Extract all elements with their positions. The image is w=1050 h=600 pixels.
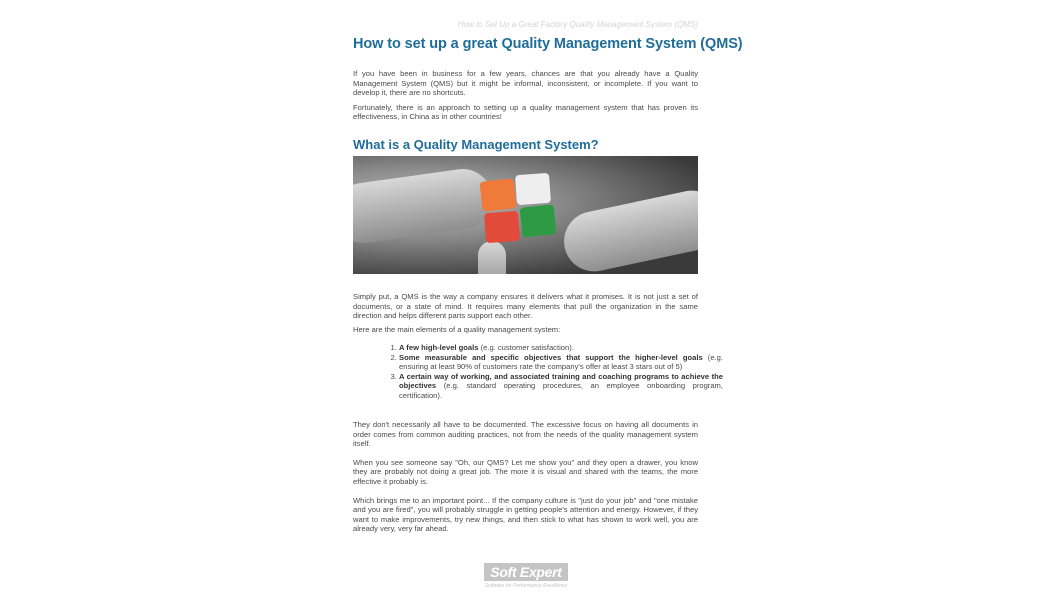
section-heading: What is a Quality Management System? <box>353 137 599 152</box>
puzzle-piece-orange <box>480 178 517 211</box>
list-item-bold: A certain way of working, and associated training and coaching programs to achieve the objectives <box>399 371 723 391</box>
puzzle-image <box>353 156 698 274</box>
body-paragraph: Simply put, a QMS is the way a company ensures it delivers what it promises. It is not just a set of documents, or a state of mind. It requires many elements that pull the organization in the same direction and helps different parts support each other. <box>353 292 698 321</box>
list-item <box>399 372 723 401</box>
closing-paragraph: When you see someone say "Oh, our QMS? Let me show you" and they open a drawer, you know they are probably not doing a great job. The more it is visual and shared with the teams, the more effective it probably is. <box>353 457 698 486</box>
body-paragraph: Here are the main elements of a quality management system: <box>353 324 561 334</box>
closing-paragraph: They don't necessarily all have to be documented. The excessive focus on having all documents in order comes from common auditing practices, not from the needs of the quality management system itself. <box>353 420 698 449</box>
body-section <box>353 292 698 338</box>
logo-wordmark: Soft Expert <box>484 563 567 581</box>
list-item-text: (e.g. customer satisfaction). <box>478 343 574 352</box>
hand-right <box>559 185 698 274</box>
closing-paragraph: Which brings me to an important point... If the company culture is "just do your job" and "one mistake and you are fired", you will probably struggle in getting people's attention and energy. However, if they want to make improvements, try new things, and then stick to what has shown to work well, you are already very, very far ahead. <box>353 495 698 534</box>
softexpert-logo <box>472 563 580 589</box>
page-title: How to set up a great Quality Management System (QMS) <box>353 36 743 52</box>
list-item-bold: A few high-level goals <box>399 343 479 352</box>
list-item <box>399 353 723 372</box>
hand-left <box>353 165 496 247</box>
puzzle-piece-red <box>484 211 520 243</box>
intro-paragraph: Fortunately, there is an approach to setting up a quality management system that has proven its effectiveness, in China as in other countries! <box>353 102 698 122</box>
closing-section <box>353 420 698 543</box>
list-item-text: (e.g. standard operating procedures, an employee onboarding program, certification). <box>399 381 723 400</box>
logo-tagline: Software for Performance Excellence <box>484 583 568 589</box>
list-item-bold: Some measurable and specific objectives that support the higher-level goals <box>399 352 703 362</box>
hand-bottom <box>478 241 506 274</box>
list-item-text: (e.g. ensuring at least 90% of customers rate the company's offer at least 3 stars out of 5) <box>399 352 723 372</box>
running-header: How to Set Up a Great Factory Quality Management System (QMS) <box>457 20 698 29</box>
list-item <box>399 343 723 353</box>
puzzle-piece-green <box>520 204 557 237</box>
puzzle-piece-white <box>515 173 551 205</box>
intro-paragraph: If you have been in business for a few years, chances are that you already have a Quality Management System (QMS) but it might be informal, inconsistent, or incomplete. If you want to develop it, there are no shortcuts. <box>353 69 698 98</box>
elements-list <box>386 343 723 401</box>
intro-section <box>353 69 698 127</box>
